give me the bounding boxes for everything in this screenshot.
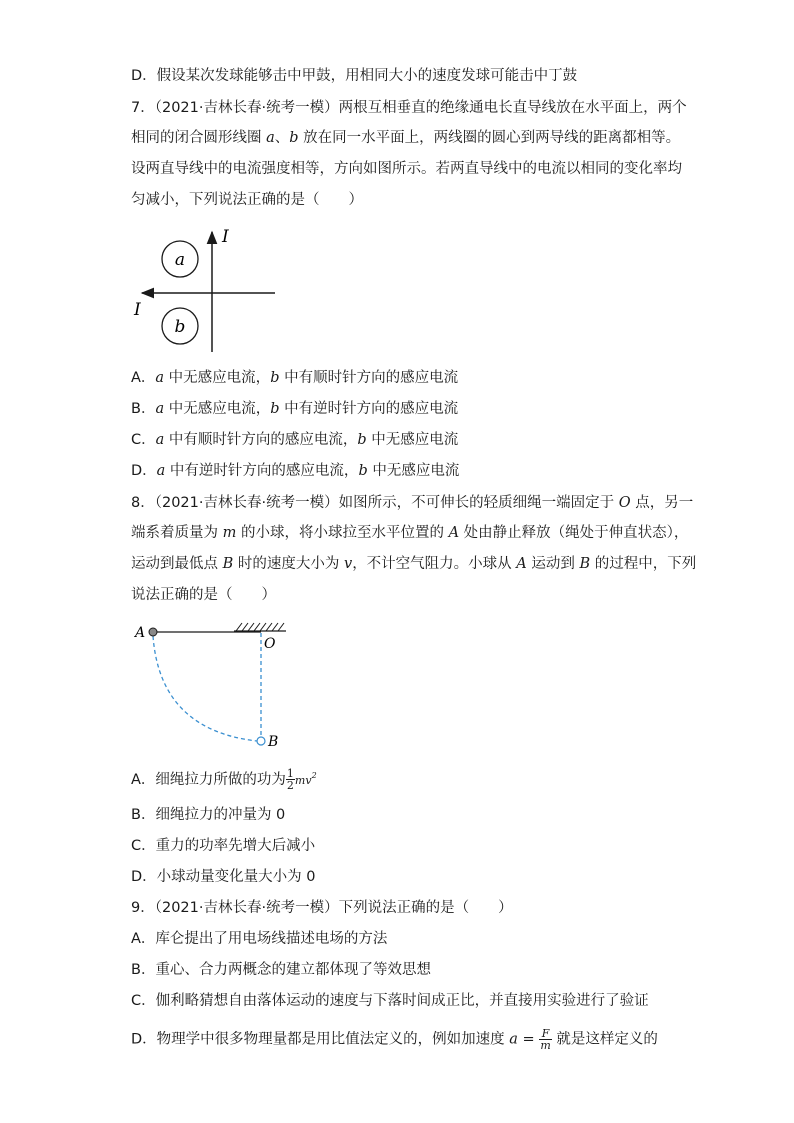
q7-option-d: D．a 中有逆时针方向的感应电流，b 中无感应电流 xyxy=(131,463,460,479)
q7-option-c: C．a 中有顺时针方向的感应电流，b 中无感应电流 xyxy=(131,432,459,448)
q7-stem-line-2: 相同的闭合圆形线圈 a、b 放在同一水平面上，两线圈的圆心到两导线的距离都相等。 xyxy=(131,130,681,146)
current-label-left: I xyxy=(134,300,141,320)
q9-stem: 9．（2021·吉林长春·统考一模）下列说法正确的是（ ） xyxy=(131,900,513,916)
q9-option-c: C．伽利略猜想自由落体运动的速度与下落时间成正比，并直接用实验进行了验证 xyxy=(131,993,649,1009)
q7-option-a: A．a 中无感应电流，b 中有顺时针方向的感应电流 xyxy=(131,370,459,386)
q6-option-d: D．假设某次发球能够击中甲鼓，用相同大小的速度发球可能击中丁鼓 xyxy=(131,68,578,84)
trajectory-arc xyxy=(153,636,257,741)
q9-option-b: B．重心、合力两概念的建立都体现了等效思想 xyxy=(131,962,431,978)
q8-stem-line-4: 说法正确的是（ ） xyxy=(131,587,276,603)
q8-figure-pendulum xyxy=(130,615,295,755)
q8-stem-line-2: 端系着质量为 m 的小球，将小球拉至水平位置的 A 处由静止释放（绳处于伸直状态）， xyxy=(131,525,689,541)
q7-option-b: B．a 中无感应电流，b 中有逆时针方向的感应电流 xyxy=(131,401,459,417)
q7-stem-line-4: 匀减小，下列说法正确的是（ ） xyxy=(131,192,363,208)
q8-stem-line-3: 运动到最低点 B 时的速度大小为 v，不计空气阻力。小球从 A 运动到 B 的过程中，下列 xyxy=(131,556,697,572)
q8-option-c: C．重力的功率先增大后减小 xyxy=(131,838,316,854)
q7-stem-line-3: 设两直导线中的电流强度相等，方向如图所示。若两直导线中的电流以相同的变化率均 xyxy=(131,161,682,177)
coil-a-label: a xyxy=(174,250,186,270)
q8-stem-line-1: 8．（2021·吉林长春·统考一模）如图所示，不可伸长的轻质细绳一端固定于 O 点，另一 xyxy=(131,495,694,511)
q8-option-d: D．小球动量变化量大小为 0 xyxy=(131,869,316,885)
label-o: O xyxy=(264,636,276,652)
coil-b-label: b xyxy=(174,317,186,337)
fraction-f-over-m: $\frac{F}{m}$ xyxy=(540,1027,551,1052)
ball-b xyxy=(257,737,265,745)
q7-stem-line-1: 7．（2021·吉林长春·统考一模）两根互相垂直的绝缘通电长直导线放在水平面上，两个 xyxy=(131,100,687,116)
q9-option-a: A．库仑提出了用电场线描述电场的方法 xyxy=(131,931,388,947)
q9-option-d: D．物理学中很多物理量都是用比值法定义的，例如加速度 a = $\frac{F}{m}$ 就是这样定义的 xyxy=(131,1027,658,1052)
label-a: A xyxy=(135,625,146,641)
label-b: B xyxy=(268,734,279,750)
current-label-top: I xyxy=(222,227,229,247)
q7-figure-wires-and-coils xyxy=(130,222,290,357)
fraction-one-half: $\frac{1}{2}$ xyxy=(286,767,294,793)
q8-option-b: B．细绳拉力的冲量为 0 xyxy=(131,807,286,823)
q8-option-a: A．细绳拉力所做的功为 $\frac{1}{2}$ $mv^2$ xyxy=(131,767,317,793)
ball-a xyxy=(149,628,157,636)
